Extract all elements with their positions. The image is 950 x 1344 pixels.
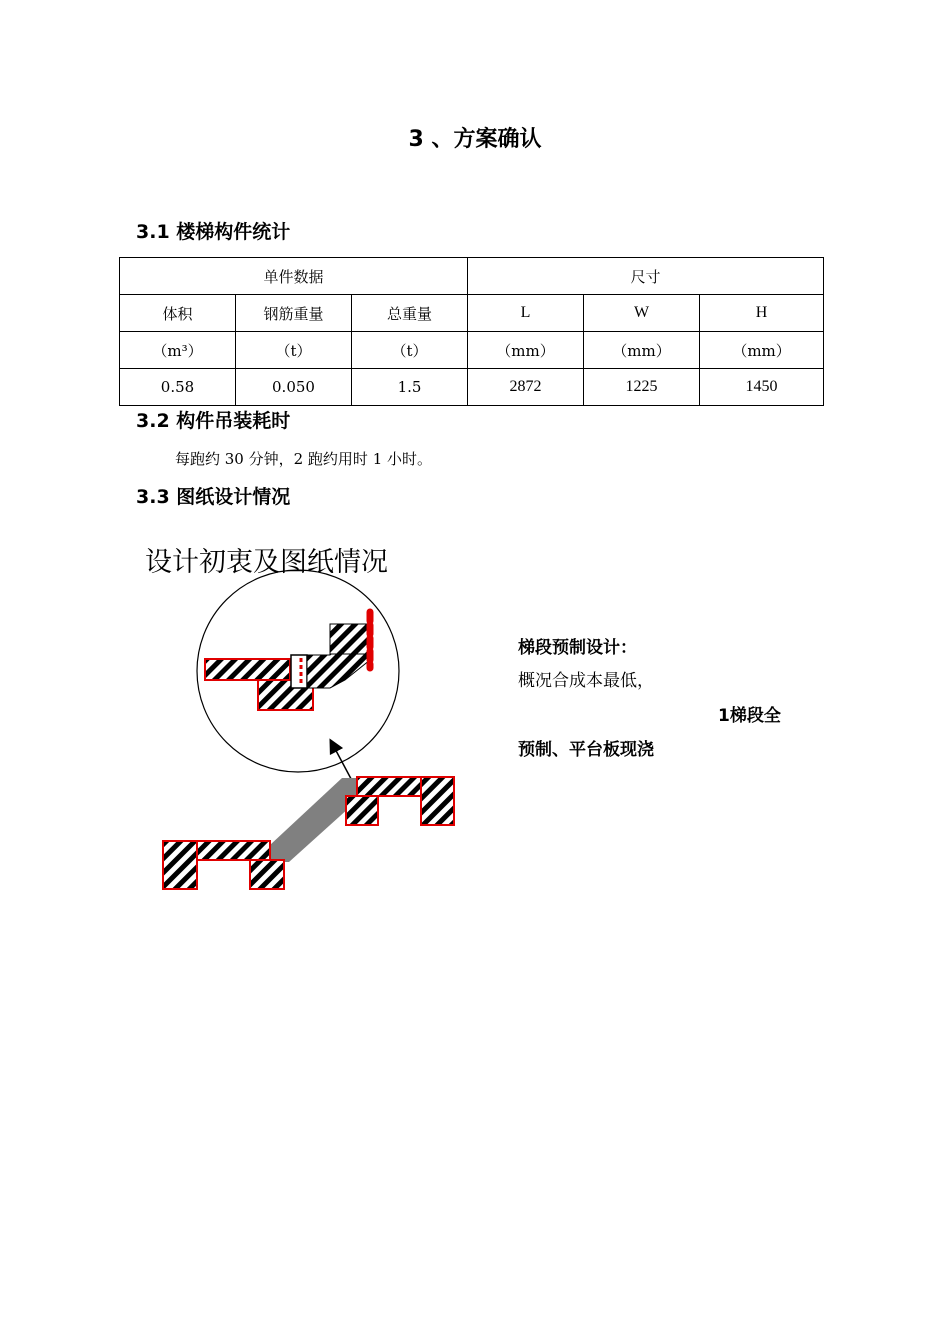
section-3-3-title: 3.3 图纸设计情况	[136, 486, 291, 508]
value-h: 1450	[700, 369, 824, 406]
detail-joint	[291, 655, 307, 688]
group-header-dimensions: 尺寸	[468, 258, 824, 295]
upper-landing	[346, 777, 454, 825]
col-header-h: H	[700, 295, 824, 332]
design-desc-line3: 预制、平台板现浇	[518, 740, 654, 760]
unit-volume: （m³）	[120, 332, 236, 369]
design-desc-title: 梯段预制设计：	[518, 638, 637, 658]
design-desc-line1: 概况合成本最低，	[518, 671, 654, 691]
unit-rebar-weight: （t）	[236, 332, 352, 369]
col-header-l: L	[468, 295, 584, 332]
value-volume: 0.58	[120, 369, 236, 406]
unit-h: （mm）	[700, 332, 824, 369]
lower-landing	[163, 841, 284, 889]
unit-w: （mm）	[584, 332, 700, 369]
detail-upper-block	[330, 624, 368, 654]
col-header-rebar-weight: 钢筋重量	[236, 295, 352, 332]
unit-total-weight: （t）	[352, 332, 468, 369]
col-header-w: W	[584, 295, 700, 332]
figure-title: 设计初衷及图纸情况	[145, 547, 388, 578]
unit-l: （mm）	[468, 332, 584, 369]
group-header-unit-data: 单件数据	[120, 258, 468, 295]
value-l: 2872	[468, 369, 584, 406]
col-header-volume: 体积	[120, 295, 236, 332]
design-desc-line2: 1梯段全	[718, 706, 781, 726]
value-w: 1225	[584, 369, 700, 406]
section-3-2-title: 3.2 构件吊装耗时	[136, 410, 291, 432]
lifting-time-text: 每跑约 30 分钟，2 跑约用时 1 小时。	[175, 450, 433, 468]
section-3-1-title: 3.1 楼梯构件统计	[136, 221, 291, 243]
value-total-weight: 1.5	[352, 369, 468, 406]
value-rebar-weight: 0.050	[236, 369, 352, 406]
page-heading: 3 、方案确认	[408, 127, 542, 152]
col-header-total-weight: 总重量	[352, 295, 468, 332]
